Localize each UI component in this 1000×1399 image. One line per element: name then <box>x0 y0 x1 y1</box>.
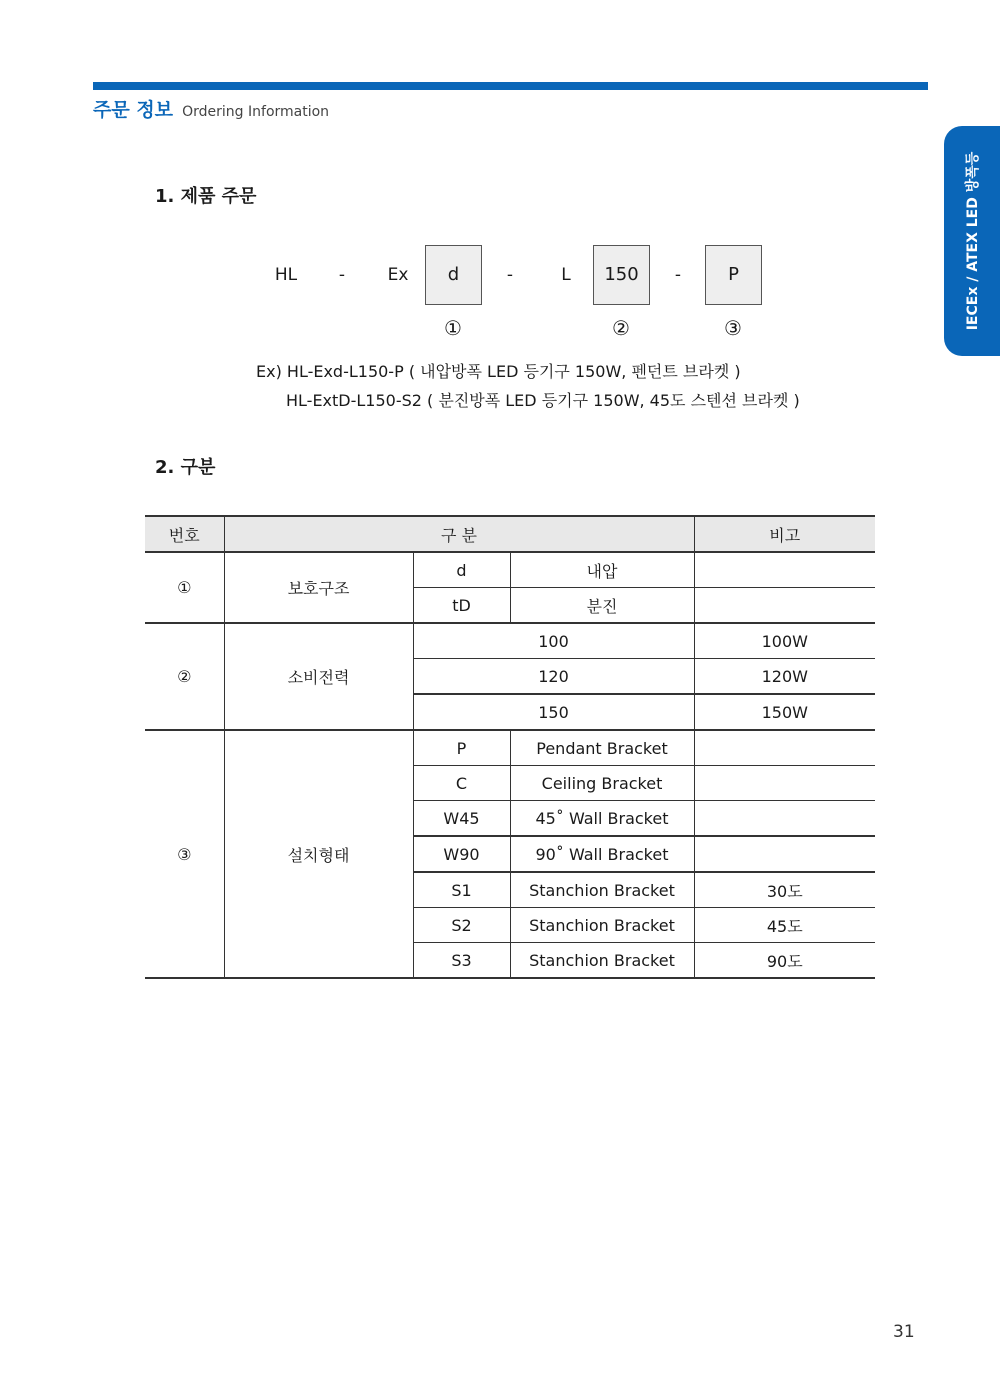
group-category: 소비전력 <box>224 623 413 730</box>
row-code: W45 <box>413 801 510 837</box>
row-note <box>694 588 875 624</box>
code-dash: - <box>338 265 346 285</box>
group-number: ① <box>145 552 224 623</box>
row-code: C <box>413 766 510 801</box>
row-code: tD <box>413 588 510 624</box>
row-code: P <box>413 730 510 766</box>
side-tab-label: IECEx / ATEX LED 방폭등 <box>965 151 981 331</box>
row-note: 120W <box>694 659 875 695</box>
row-note: 30도 <box>694 872 875 908</box>
table-header-row <box>145 516 875 552</box>
row-desc: 분진 <box>510 588 694 624</box>
header-number: 번호 <box>145 516 224 552</box>
row-desc: Stanchion Bracket <box>510 943 694 979</box>
table-row <box>145 730 875 766</box>
code-dash: - <box>506 265 514 285</box>
header-category: 구 분 <box>224 516 694 552</box>
code-box-power: 150 <box>593 245 650 305</box>
row-desc: 45˚ Wall Bracket <box>510 801 694 837</box>
row-code: 100 <box>413 623 694 659</box>
row-desc: Stanchion Bracket <box>510 908 694 943</box>
row-code: S1 <box>413 872 510 908</box>
row-code: d <box>413 552 510 588</box>
marker-3: ③ <box>724 316 742 340</box>
code-box-mounting: P <box>705 245 762 305</box>
code-dash: - <box>674 265 682 285</box>
code-l: L <box>561 265 571 285</box>
group-number: ② <box>145 623 224 730</box>
row-desc: 90˚ Wall Bracket <box>510 836 694 872</box>
row-desc: Stanchion Bracket <box>510 872 694 908</box>
side-tab <box>944 126 1000 356</box>
marker-2: ② <box>612 316 630 340</box>
classification-table <box>145 515 875 979</box>
row-note: 90도 <box>694 943 875 979</box>
row-code: 120 <box>413 659 694 695</box>
row-note <box>694 766 875 801</box>
table-row <box>145 552 875 588</box>
row-desc: Ceiling Bracket <box>510 766 694 801</box>
header-note: 비고 <box>694 516 875 552</box>
row-note <box>694 552 875 588</box>
page-number: 31 <box>893 1322 915 1342</box>
code-box-protection: d <box>425 245 482 305</box>
group-category: 보호구조 <box>224 552 413 623</box>
header-title-ko: 주문 정보 <box>93 99 174 121</box>
row-desc: Pendant Bracket <box>510 730 694 766</box>
row-note: 100W <box>694 623 875 659</box>
row-code: 150 <box>413 694 694 730</box>
group-category: 설치형태 <box>224 730 413 978</box>
header-title-en: Ordering Information <box>182 104 330 120</box>
header-rule <box>93 82 928 90</box>
group-number: ③ <box>145 730 224 978</box>
row-code: S2 <box>413 908 510 943</box>
row-code: S3 <box>413 943 510 979</box>
example-2: HL-ExtD-L150-S2 ( 분진방폭 LED 등기구 150W, 45도 스텐션 브라켓 ) <box>286 391 800 410</box>
section-2-title: 2. 구분 <box>155 457 216 478</box>
row-note: 45도 <box>694 908 875 943</box>
section-1-title: 1. 제품 주문 <box>155 186 257 207</box>
row-note <box>694 836 875 872</box>
row-note: 150W <box>694 694 875 730</box>
row-desc: 내압 <box>510 552 694 588</box>
page-header <box>93 95 329 122</box>
marker-1: ① <box>444 316 462 340</box>
row-note <box>694 801 875 837</box>
code-prefix: HL <box>274 265 298 285</box>
example-1: Ex) HL-Exd-L150-P ( 내압방폭 LED 등기구 150W, 펜던트 브라켓 ) <box>256 362 741 381</box>
row-code: W90 <box>413 836 510 872</box>
row-note <box>694 730 875 766</box>
code-ex: Ex <box>387 265 409 285</box>
table-row <box>145 623 875 659</box>
